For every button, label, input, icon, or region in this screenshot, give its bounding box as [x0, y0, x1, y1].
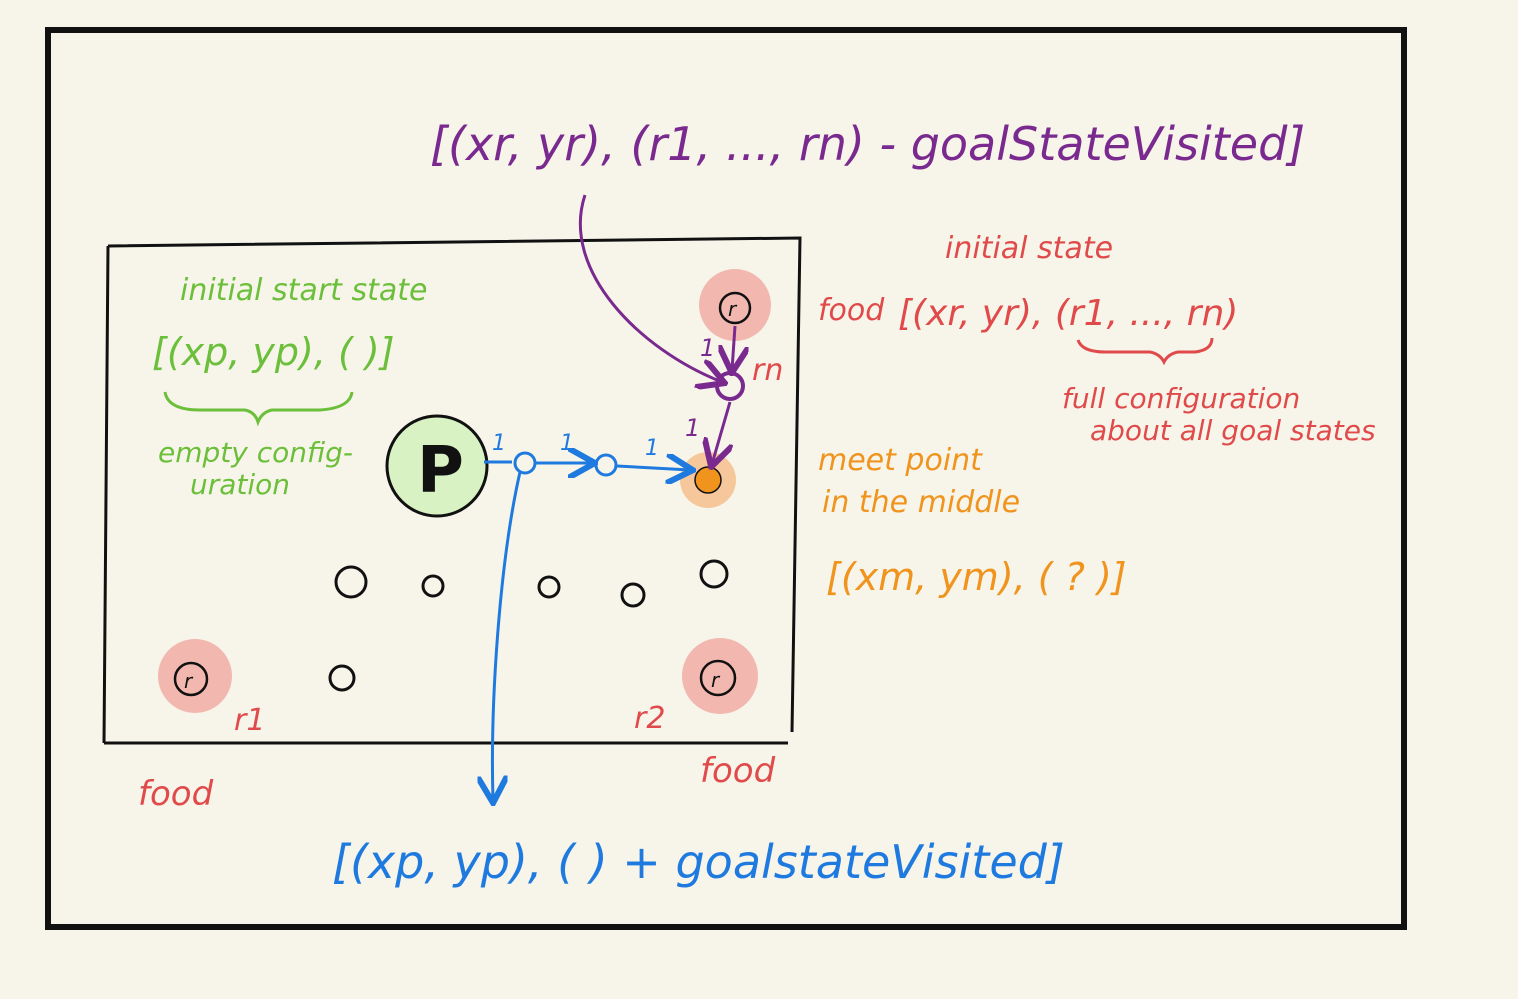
right-food-label: food	[818, 293, 885, 328]
blue-cost-2: 1	[560, 431, 574, 456]
left-caption-1: empty config-	[158, 436, 353, 469]
right-caption-2: about all goal states	[1090, 414, 1376, 447]
right-formula: [(xr, yr), (r1, ..., rn)	[898, 293, 1239, 334]
left-caption-2: uration	[190, 468, 291, 501]
top-formula: [(xr, yr), (r1, ..., rn) - goalStateVisited]	[430, 117, 1306, 171]
rn-edge-cost-1: 1	[700, 334, 716, 362]
meet-formula: [(xm, ym), ( ? )]	[826, 555, 1127, 599]
blue-cost-1: 1	[492, 431, 506, 456]
food-label-bottom-left: food	[138, 774, 214, 814]
left-title: initial start state	[180, 273, 428, 308]
blue-cost-3: 1	[645, 436, 659, 461]
food-label-bottom-right: food	[700, 751, 776, 791]
food-halo-bottom-left	[158, 639, 232, 713]
bottom-formula: [(xp, yp), ( ) + goalstateVisited]	[332, 835, 1065, 889]
meet-line-2: in the middle	[822, 485, 1021, 520]
food-node-top-right-label: r	[728, 297, 737, 321]
r2-label: r2	[634, 701, 666, 736]
left-formula: [(xp, yp), ( )]	[152, 330, 395, 374]
meet-node	[695, 467, 721, 493]
right-title: initial state	[945, 231, 1114, 266]
food-halo-bottom-right	[682, 638, 758, 714]
food-node-bottom-left-label: r	[184, 669, 193, 693]
food-node-bottom-right-label: r	[711, 668, 720, 692]
rn-label: rn	[752, 353, 784, 388]
meet-line-1: meet point	[818, 443, 982, 478]
r1-label: r1	[234, 703, 266, 738]
pacman-label: P	[417, 434, 464, 508]
rn-edge-cost-2: 1	[685, 414, 701, 442]
right-caption-1: full configuration	[1062, 382, 1301, 415]
